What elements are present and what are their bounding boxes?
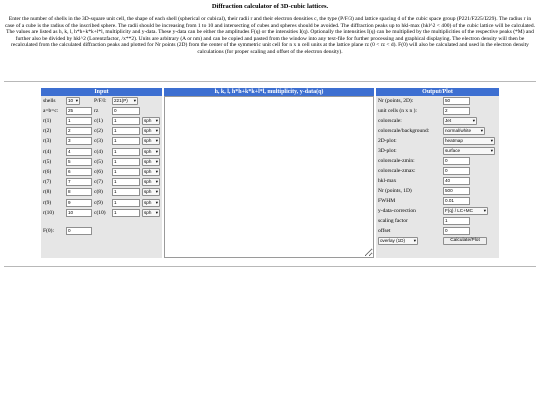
chevron-down-icon: ▾	[480, 128, 483, 133]
colorscale-label: colorscale:	[378, 118, 402, 124]
chevron-down-icon: ▾	[472, 118, 475, 123]
pfi-label: P/F/I:	[94, 98, 107, 104]
density-input[interactable]: 1	[112, 168, 140, 176]
chevron-down-icon: ▾	[155, 128, 158, 134]
zmax-label: colorscale-zmax:	[378, 168, 416, 174]
fwhm-input[interactable]: 0.01	[443, 197, 470, 205]
shape-select[interactable]	[142, 117, 160, 125]
density-label: c(4)	[94, 148, 103, 155]
density-input[interactable]: 1	[112, 117, 140, 125]
scaling-input[interactable]: 1	[443, 217, 470, 225]
unitcells-input[interactable]: 2	[443, 107, 470, 115]
description-text: Enter the number of shells in the 3D-square unit cell, the shape of each shell (spherical or cubical), their radii r and their electron densities c, the type (P/F/3) and lattice spacing d of the cubic space group (P221/F225/I229). The radius r in case of a cube is the radius of the inscribed sphere. The radii should be increasing from 1 to 10 and intersecting of cubes and spheres should be avoided. The diffraction peaks up to hkl-max (hkl^2 < 400) of the cubic lattice will be calculated. The values are listed as h, k, l, h*h+k*k+l*l, multiplicity and y-data. These y-data can be either the amplitudes F(q) or the intensities I(q). Optionally the intensities I(q) can be multiplied by the multiplicities of the respective peaks (*M) and further also be divided by hkl^2 (Lorentzfactor, /x**2). Units are arbitrary (A or nm) and can be copied and pasted from the window into any text-file for further processing and graphical displaying. The electron density will then be recalculated from the calculated diffraction peaks and plotted for Nr points (2D) from the center of the symmetric unit cell for n x n cell units at the lattice plane rz (0 < rz < d). F(0) will also be calculated and used in the electron density calculations (for proper scaling and offset of the electron density).	[4, 16, 535, 55]
plot3d-select[interactable]	[443, 147, 495, 155]
radius-label: r(10)	[43, 209, 54, 216]
plot2d-select-value: heatmap	[445, 138, 463, 143]
chevron-down-icon: ▾	[490, 138, 493, 143]
radius-input[interactable]: 9	[66, 199, 92, 207]
plot3d-label: 3D-plot:	[378, 148, 397, 154]
overlay-select-value: overlay (1D)	[380, 238, 406, 243]
output-panel-header: Output/Plot	[376, 88, 499, 96]
plot2d-label: 2D-plot:	[378, 138, 397, 144]
radius-label: r(6)	[43, 169, 52, 175]
shape-select[interactable]	[142, 178, 160, 186]
abc-input[interactable]: 25	[66, 107, 92, 115]
colorbg-label: colorscale/background:	[378, 128, 430, 134]
shape-select[interactable]	[142, 148, 160, 156]
density-label: c(9)	[94, 199, 103, 206]
shape-select[interactable]	[142, 188, 160, 196]
chevron-down-icon: ▾	[155, 158, 158, 164]
density-label: c(10)	[94, 209, 106, 216]
zmin-label: colorscale-zmin:	[378, 158, 415, 164]
input-panel-body	[41, 96, 162, 258]
shape-select-value: sph	[144, 169, 152, 174]
radius-label: r(2)	[43, 128, 52, 135]
plot3d-select-value: surface	[445, 148, 461, 153]
colorscale-select-value: Jet	[445, 118, 452, 123]
calculate-plot-button[interactable]: Calculate/Plot	[443, 237, 487, 245]
pfi-select[interactable]	[112, 97, 138, 105]
radius-label: r(4)	[43, 148, 52, 155]
chevron-down-icon: ▾	[75, 98, 78, 103]
radius-input[interactable]: 2	[66, 127, 92, 135]
radius-input[interactable]: 8	[66, 188, 92, 196]
chevron-down-icon: ▾	[155, 209, 158, 215]
hklmax-label: hkl-max	[378, 178, 397, 184]
radius-input[interactable]: 4	[66, 148, 92, 156]
ycorr-select-value: F(q) / LC+MC	[445, 208, 473, 213]
zmax-input[interactable]: 0	[443, 167, 470, 175]
density-input[interactable]: 1	[112, 199, 140, 207]
hklmax-input[interactable]: 40	[443, 177, 470, 185]
density-input[interactable]: 1	[112, 127, 140, 135]
density-input[interactable]: 1	[112, 209, 140, 217]
shape-select-value: sph	[144, 128, 152, 134]
radius-input[interactable]: 10	[66, 209, 92, 217]
chevron-down-icon: ▾	[155, 118, 158, 123]
shape-select-value: sph	[144, 118, 152, 123]
shells-label: shells	[43, 98, 56, 104]
chevron-down-icon: ▾	[155, 179, 158, 185]
shape-select-value: sph	[144, 189, 152, 195]
density-input[interactable]: 1	[112, 188, 140, 196]
radius-label: r(9)	[43, 199, 52, 206]
offset-input[interactable]: 0	[443, 227, 470, 235]
f0-label: F(0):	[43, 228, 54, 234]
density-input[interactable]: 1	[112, 137, 140, 145]
density-input[interactable]: 1	[112, 178, 140, 186]
hkl-panel	[164, 88, 374, 258]
zmin-input[interactable]: 0	[443, 157, 470, 165]
chevron-down-icon: ▾	[490, 148, 493, 153]
chevron-down-icon: ▾	[133, 98, 136, 103]
density-label: c(8)	[94, 189, 103, 196]
shape-select-value: sph	[144, 179, 152, 185]
nr2d-input[interactable]: 50	[443, 97, 470, 105]
radius-label: r(3)	[43, 138, 52, 145]
shape-select[interactable]	[142, 127, 160, 135]
output-panel	[376, 88, 499, 258]
shape-select[interactable]	[142, 209, 160, 217]
shells-select[interactable]	[66, 97, 80, 105]
density-input[interactable]: 1	[112, 158, 140, 166]
colorbg-select[interactable]	[443, 127, 485, 135]
shape-select-value: sph	[144, 209, 152, 215]
f0-input[interactable]: 0	[66, 227, 92, 235]
density-label: c(1)	[94, 118, 103, 124]
shape-select[interactable]	[142, 168, 160, 176]
hkl-panel-header: h, k, l, h*h+k*k+l*l, multiplicity, y-data(q)	[164, 88, 374, 96]
plot2d-select[interactable]	[443, 137, 495, 145]
colorbg-select-value: normal/white	[445, 128, 472, 133]
shape-select-value: sph	[144, 199, 152, 205]
ycorr-label: y-data-correction	[378, 208, 416, 214]
input-panel	[41, 88, 162, 258]
density-label: c(2)	[94, 128, 103, 135]
radius-input[interactable]: 3	[66, 137, 92, 145]
offset-label: offset	[378, 228, 391, 234]
radius-label: r(8)	[43, 189, 52, 196]
radius-input[interactable]: 7	[66, 178, 92, 186]
chevron-down-icon: ▾	[413, 238, 416, 243]
chevron-down-icon: ▾	[155, 138, 158, 144]
radius-label: r(7)	[43, 179, 52, 186]
density-label: c(7)	[94, 179, 103, 186]
chevron-down-icon: ▾	[155, 148, 158, 154]
overlay-select[interactable]	[378, 237, 418, 245]
output-panel-body	[376, 96, 499, 258]
shape-select-value: sph	[144, 148, 152, 154]
radius-input[interactable]: 5	[66, 158, 92, 166]
density-label: c(3)	[94, 138, 103, 145]
top-divider	[4, 81, 536, 82]
density-label: c(5)	[94, 158, 103, 165]
shape-select[interactable]	[142, 158, 160, 166]
radius-input[interactable]: 6	[66, 168, 92, 176]
density-label: c(6)	[94, 169, 103, 175]
density-input[interactable]: 1	[112, 148, 140, 156]
shape-select[interactable]	[142, 137, 160, 145]
rz-label: rz	[94, 108, 99, 114]
radius-label: r(5)	[43, 158, 52, 165]
chevron-down-icon: ▾	[483, 208, 486, 213]
ycorr-select[interactable]	[443, 207, 488, 215]
shape-select-value: sph	[144, 158, 152, 164]
nr1d-label: Nr (points, 1D)	[378, 188, 412, 194]
shape-select[interactable]	[142, 199, 160, 207]
radius-label: r(1)	[43, 118, 52, 124]
radius-input[interactable]: 1	[66, 117, 92, 125]
unitcells-label: unit cells (n x n ):	[378, 108, 417, 114]
hkl-output-textarea[interactable]	[164, 96, 374, 258]
scaling-label: scaling factor	[378, 218, 408, 224]
nr1d-input[interactable]: 500	[443, 187, 470, 195]
abc-label: a=b=c:	[43, 108, 59, 114]
shape-select-value: sph	[144, 138, 152, 144]
shells-select-value: 10	[68, 98, 74, 103]
page-title: Diffraction calculator of 3D-cubic lattices.	[211, 3, 329, 10]
nr2d-label: Nr (points, 2D):	[378, 98, 414, 104]
chevron-down-icon: ▾	[155, 169, 158, 174]
chevron-down-icon: ▾	[155, 189, 158, 195]
colorscale-select[interactable]	[443, 117, 477, 125]
pfi-select-value: 221(P)	[114, 98, 128, 103]
fwhm-label: FWHM	[378, 198, 396, 204]
bottom-divider	[4, 266, 536, 267]
chevron-down-icon: ▾	[155, 199, 158, 205]
input-panel-header: Input	[41, 88, 162, 96]
rz-input[interactable]: 0	[112, 107, 140, 115]
